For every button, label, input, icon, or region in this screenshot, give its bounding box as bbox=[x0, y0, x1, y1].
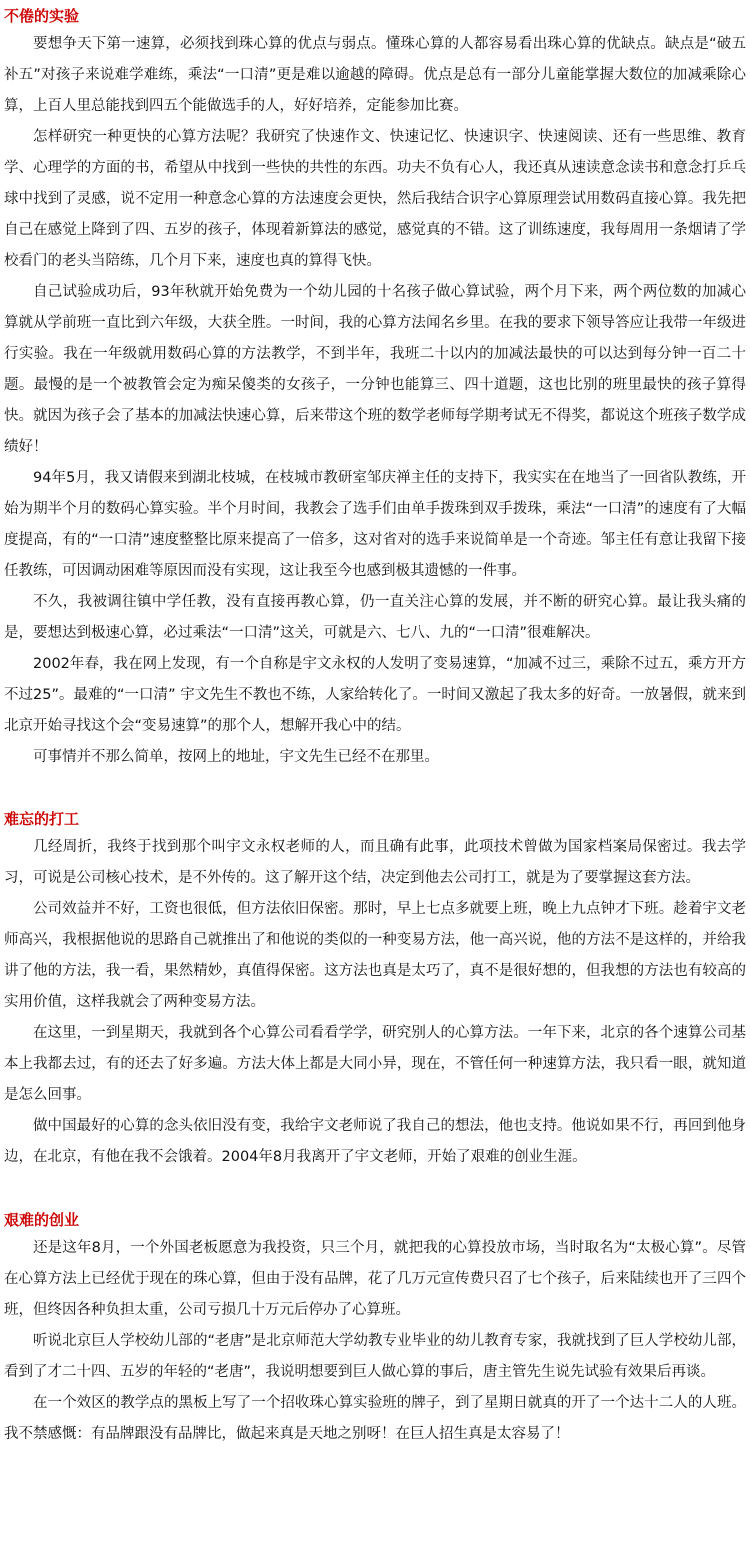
section-spacer bbox=[4, 773, 746, 806]
section-title: 难忘的打工 bbox=[4, 810, 80, 828]
paragraph: 还是这年8月，一个外国老板愿意为我投资，只三个月，就把我的心算投放市场，当时取名为“太极心算”。尽管在心算方法上已经优于现在的珠心算，但由于没有品牌，花了几万元宣传费只召了七个孩子，后来陆续也开了三四个班，但终因各种负担太重，公司亏损几十万元后停办了心算班。 bbox=[4, 1240, 746, 1318]
section-title: 不倦的实验 bbox=[4, 7, 80, 25]
paragraph: 不久，我被调往镇中学任教，没有直接再教心算，仍一直关注心算的发展，并不断的研究心算。最让我头痛的是，要想达到极速心算，必过乘法“一口清”这关，可就是六、七八、九的“一口清”很难解决。 bbox=[4, 594, 746, 641]
paragraph: 几经周折，我终于找到那个叫宇文永权老师的人，而且确有此事，此项技术曾做为国家档案局保密过。我去学习，可说是公司核心技术，是不外传的。这了解开这个结，决定到他去公司打工，就是为了要掌握这套方法。 bbox=[4, 839, 746, 886]
paragraph: 2002年春，我在网上发现，有一个自称是宇文永权的人发明了变易速算，“加减不过三，乘除不过五，乘方开方不过25”。最难的“一口清” 宇文先生不教也不练，人家给转化了。一时间又激起了我太多的好奇。一放暑假，就来到北京开始寻找这个会“变易速算”的那个人，想解开我心中的结。 bbox=[4, 656, 746, 734]
paragraph: 在这里，一到星期天，我就到各个心算公司看看学学，研究别人的心算方法。一年下来，北京的各个速算公司基本上我都去过，有的还去了好多遍。方法大体上都是大同小异，现在，不管任何一种速算方法，我只看一眼，就知道是怎么回事。 bbox=[4, 1025, 746, 1103]
paragraph: 要想争天下第一速算，必须找到珠心算的优点与弱点。懂珠心算的人都容易看出珠心算的优缺点。缺点是“破五补五”对孩子来说难学难练，乘法“一口清”更是难以逾越的障碍。优点是总有一部分儿童能掌握大数位的加减乘除心算，上百人里总能找到四五个能做选手的人，好好培养，定能参加比赛。 bbox=[4, 36, 746, 114]
section-work bbox=[4, 806, 746, 1173]
section-experiment bbox=[4, 3, 746, 773]
paragraph: 做中国最好的心算的念头依旧没有变，我给宇文老师说了我自己的想法，他也支持。他说如果不行，再回到他身边，在北京，有他在我不会饿着。2004年8月我离开了宇文老师，开始了艰难的创业生涯。 bbox=[4, 1118, 746, 1165]
paragraph: 在一个效区的教学点的黑板上写了一个招收珠心算实验班的牌子，到了星期日就真的开了一个达十二人的人班。我不禁感慨：有品牌跟没有品牌比，做起来真是天地之别呀！在巨人招生真是太容易了！ bbox=[4, 1395, 746, 1442]
paragraph: 听说北京巨人学校幼儿部的“老唐”是北京师范大学幼教专业毕业的幼儿教育专家，我就找到了巨人学校幼儿部，看到了才二十四、五岁的年轻的“老唐”，我说明想要到巨人做心算的事后，唐主管先生说先试验有效果后再谈。 bbox=[4, 1333, 746, 1380]
section-title: 艰难的创业 bbox=[4, 1211, 80, 1229]
paragraph: 可事情并不那么简单，按网上的地址，宇文先生已经不在那里。 bbox=[33, 749, 439, 765]
paragraph: 自己试验成功后，93年秋就开始免费为一个幼儿园的十名孩子做心算试验，两个月下来，两个两位数的加减心算就从学前班一直比到六年级，大获全胜。一时间，我的心算方法闻名乡里。在我的要求下领导答应让我带一年级进行实验。我在一年级就用数码心算的方法教学，不到半年，我班二十以内的加减法最快的可以达到每分钟一百二十题。最慢的是一个被教管会定为痴呆傻类的女孩子，一分钟也能算三、四十道题，这也比别的班里最快的孩子算得快。就因为孩子会了基本的加减法快速心算，后来带这个班的数学老师每学期考试无不得奖，都说这个班孩子数学成绩好！ bbox=[4, 284, 746, 455]
paragraph: 怎样研究一种更快的心算方法呢？我研究了快速作文、快速记忆、快速识字、快速阅读、还有一些思维、教育学、心理学的方面的书，希望从中找到一些快的共性的东西。功夫不负有心人，我还真从速读意念读书和意念打乒乓球中找到了灵感，说不定用一种意念心算的方法速度会更快，然后我结合识字心算原理尝试用数码直接心算。我先把自己在感觉上降到了四、五岁的孩子，体现着新算法的感觉，感觉真的不错。这了训练速度，我每周用一条烟请了学校看门的老头当陪练，几个月下来，速度也真的算得飞快。 bbox=[4, 129, 746, 269]
section-startup bbox=[4, 1207, 746, 1450]
paragraph: 公司效益并不好，工资也很低，但方法依旧保密。那时，早上七点多就要上班，晚上九点钟才下班。趁着宇文老师高兴，我根据他说的思路自己就推出了和他说的类似的一种变易方法，他一高兴说，他的方法不是这样的，并给我讲了他的方法，我一看，果然精妙，真值得保密。这方法也真是太巧了，真不是很好想的，但我想的方法也有较高的实用价值，这样我就会了两种变易方法。 bbox=[4, 901, 746, 1010]
section-spacer bbox=[4, 1173, 746, 1207]
paragraph: 94年5月，我又请假来到湖北枝城，在枝城市教研室邹庆禅主任的支持下，我实实在在地当了一回省队教练，开始为期半个月的数码心算实验。半个月时间，我教会了选手们由单手拨珠到双手拨珠，乘法“一口清”的速度有了大幅度提高，有的“一口清”速度整整比原来提高了一倍多，这对省对的选手来说简单是一个奇迹。邹主任有意让我留下接任教练，可因调动困难等原因而没有实现，这让我至今也感到极其遗憾的一件事。 bbox=[4, 470, 746, 579]
